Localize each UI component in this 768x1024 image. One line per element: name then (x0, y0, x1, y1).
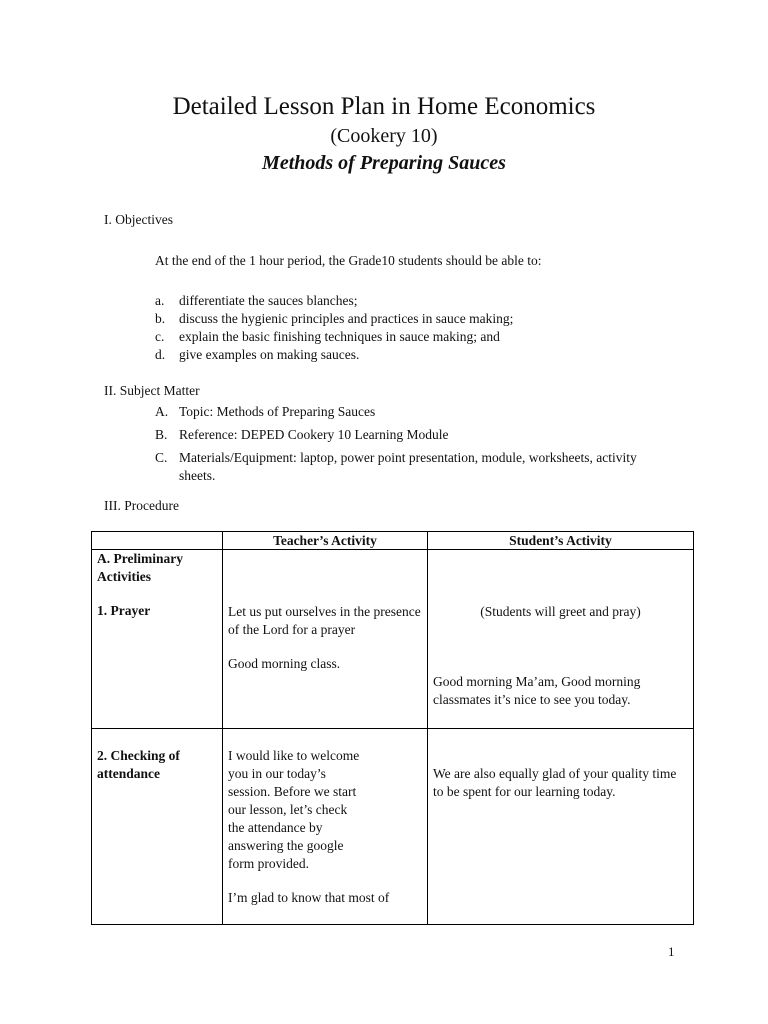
procedure-table (91, 531, 694, 925)
student-activity-cell (428, 729, 694, 925)
objectives-heading: I. Objectives (104, 212, 173, 227)
objective-text: differentiate the sauces blanches; (179, 293, 358, 308)
teacher-activity-cell (223, 550, 428, 729)
page-number: 1 (668, 944, 675, 959)
objective-item (155, 310, 513, 328)
teacher-prayer-text: Let us put ourselves in the presence of the Lord for a prayer (228, 604, 421, 637)
student-greeting-text: Good morning Ma’am, Good morning classmates it’s nice to see you today. (433, 674, 641, 707)
subject-matter-text: Materials/Equipment: laptop, power point presentation, module, worksheets, activity sheets. (179, 450, 637, 483)
list-marker: d. (155, 347, 166, 362)
table-row (92, 550, 694, 729)
document-title: Detailed Lesson Plan in Home Economics (172, 93, 596, 120)
document-subtitle: (Cookery 10) (330, 125, 438, 147)
teacher-greeting-text: Good morning class. (228, 656, 341, 671)
subject-matter-list (155, 403, 655, 485)
lesson-topic-heading: Methods of Preparing Sauces (262, 152, 506, 174)
objectives-list (155, 292, 513, 364)
list-marker: B. (155, 427, 168, 442)
table-header-row (92, 532, 694, 550)
list-marker: C. (155, 450, 168, 465)
preliminary-activities-label: A. Preliminary Activities (97, 551, 183, 584)
subject-matter-text: Topic: Methods of Preparing Sauces (179, 404, 376, 419)
subject-matter-item (155, 449, 655, 485)
list-marker: c. (155, 329, 165, 344)
teacher-activity-cell (223, 729, 428, 925)
objective-text: discuss the hygienic principles and practices in sauce making; (179, 311, 514, 326)
subject-matter-item (155, 426, 655, 444)
prayer-label: 1. Prayer (97, 603, 151, 618)
student-attendance-text: We are also equally glad of your quality time to be spent for our learning today. (433, 766, 677, 799)
teacher-attendance-continued-text: I’m glad to know that most of (228, 890, 390, 905)
objective-text: explain the basic finishing techniques in sauce making; and (179, 329, 500, 344)
subject-matter-heading: II. Subject Matter (104, 383, 200, 398)
activity-label-cell (92, 729, 223, 925)
column-header-teacher: Teacher’s Activity (223, 532, 428, 550)
column-header-blank (92, 532, 223, 550)
list-marker: a. (155, 293, 165, 308)
procedure-heading: III. Procedure (104, 498, 179, 513)
student-prayer-text: (Students will greet and pray) (480, 604, 641, 619)
objective-item (155, 292, 513, 310)
list-marker: b. (155, 311, 166, 326)
objective-text: give examples on making sauces. (179, 347, 360, 362)
teacher-attendance-text: I would like to welcome you in our today’s session. Before we start our lesson, let’s check the attendance by answering the google form provided. (228, 748, 360, 871)
attendance-label: 2. Checking of attendance (97, 748, 180, 781)
subject-matter-text: Reference: DEPED Cookery 10 Learning Module (179, 427, 449, 442)
list-marker: A. (155, 404, 169, 419)
column-header-student: Student’s Activity (428, 532, 694, 550)
table-row (92, 729, 694, 925)
objectives-intro: At the end of the 1 hour period, the Grade10 students should be able to: (155, 253, 542, 268)
student-activity-cell (428, 550, 694, 729)
objective-item (155, 328, 513, 346)
activity-label-cell (92, 550, 223, 729)
objective-item (155, 346, 513, 364)
subject-matter-item (155, 403, 655, 421)
